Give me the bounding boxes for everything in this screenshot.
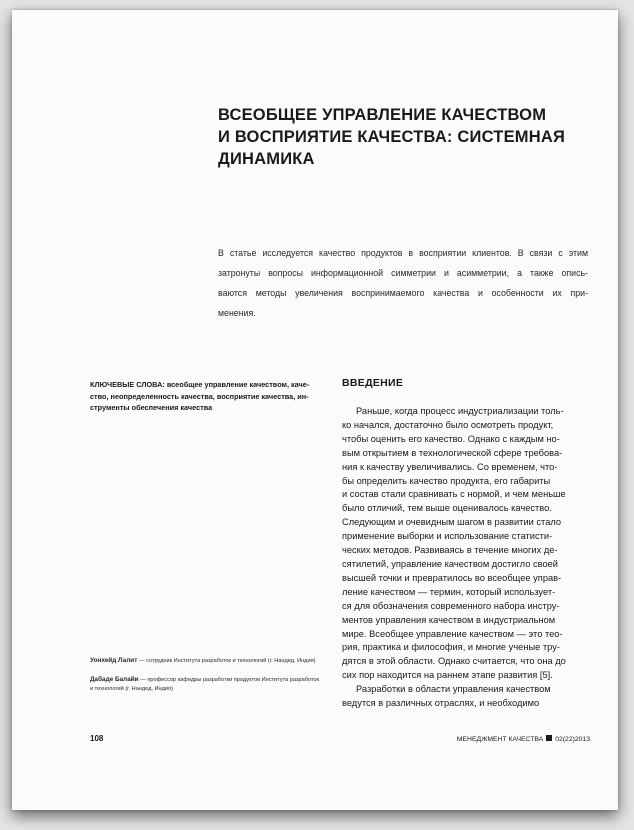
body-line: сих пор находится на раннем этапе развития [5]. xyxy=(342,670,553,681)
body-line: дятся в этой области. Однако считается, что она до xyxy=(342,656,566,667)
abstract-line: менения. xyxy=(218,308,256,318)
author-note xyxy=(90,675,340,694)
document-page xyxy=(12,10,618,810)
body-line: ведутся в различных отраслях, и необходимо xyxy=(342,698,540,709)
body-line: ся для обозначения современного набора инстру- xyxy=(342,600,560,611)
abstract-line: В статье исследуется качество продуктов в восприятии клиентов. В связи с этим xyxy=(218,248,588,258)
author-affiliation-cont: и технологий (г. Нандед, Индия) xyxy=(90,686,173,692)
title-line: ВСЕОБЩЕЕ УПРАВЛЕНИЕ КАЧЕСТВОМ xyxy=(218,106,547,124)
body-line: рия, практика и философия, и многие ученые тру- xyxy=(342,642,560,653)
body-line: ния к качеству увеличивались. Со временем, что- xyxy=(342,461,558,472)
body-text xyxy=(342,405,590,711)
keywords-line: КЛЮЧЕВЫЕ СЛОВА: всеобщее управление качеством, каче- xyxy=(90,380,310,389)
body-line: Раньше, когда процесс индустриализации толь- xyxy=(356,406,564,416)
author-name: Дабаде Балайи xyxy=(90,676,139,683)
body-line: сятилетий, управление качеством достигло своей xyxy=(342,558,558,569)
running-footer xyxy=(457,735,590,743)
body-line: чтобы оценить его качество. Однако с каждым но- xyxy=(342,433,560,444)
body-line: мире. Всеобщее управление качеством — это тео- xyxy=(342,628,563,639)
title-line: ДИНАМИКА xyxy=(218,150,315,168)
page-number: 108 xyxy=(90,734,104,743)
keywords-line: ство, неопределенность качества, восприятие качества, ин- xyxy=(90,391,309,401)
abstract xyxy=(218,243,588,323)
body-line: высшей точки и превратилось во всеобщее управ- xyxy=(342,572,562,583)
body-line: ление качеством — термин, который использует- xyxy=(342,586,556,597)
body-line: ческих методов. Развиваясь в течение многих де- xyxy=(342,545,558,556)
body-line: ментов управления качеством в индустриальном xyxy=(342,614,556,625)
body-line: Разработки в области управления качеством xyxy=(356,684,551,695)
body-line: и состав стали сравнивать с нормой, и чем меньше xyxy=(342,489,566,500)
abstract-line: затронуты вопросы информационной симметрии и асимметрии, а также опись- xyxy=(218,268,588,278)
author-note xyxy=(90,656,340,666)
author-name: Уонхейд Лалит xyxy=(90,657,138,664)
body-line: было отличий, тем выше оценивалось качество. xyxy=(342,503,552,514)
keywords-line: струменты обеспечения качества xyxy=(90,403,213,412)
title-line: И ВОСПРИЯТИЕ КАЧЕСТВА: СИСТЕМНАЯ xyxy=(218,128,566,146)
abstract-line: ваются методы увеличения воспринимаемого качества и особенности их при- xyxy=(218,288,588,298)
body-line: Следующим и очевидным шагом в развитии стало xyxy=(342,517,562,528)
body-line: ко начался, достаточно было осмотреть продукт, xyxy=(342,419,554,430)
journal-issue: 02(22)2013 xyxy=(555,736,590,743)
keywords xyxy=(90,379,325,414)
body-line: применение выборки и использование статисти- xyxy=(342,531,553,542)
section-heading: ВВЕДЕНИЕ xyxy=(342,377,404,389)
author-affiliation: — профессор кафедры разработки продуктов Института разработок xyxy=(138,677,319,683)
body-line: вым открытием в технологической сфере требова- xyxy=(342,447,563,458)
square-bullet-icon xyxy=(546,735,552,741)
author-affiliation: — сотрудник Института разработок и технологий (г. Нандед, Индия) xyxy=(137,658,316,664)
journal-name: МЕНЕДЖМЕНТ КАЧЕСТВА xyxy=(456,736,544,743)
article-title xyxy=(218,104,598,170)
body-line: бы определить качество продукта, его габариты xyxy=(342,475,551,486)
